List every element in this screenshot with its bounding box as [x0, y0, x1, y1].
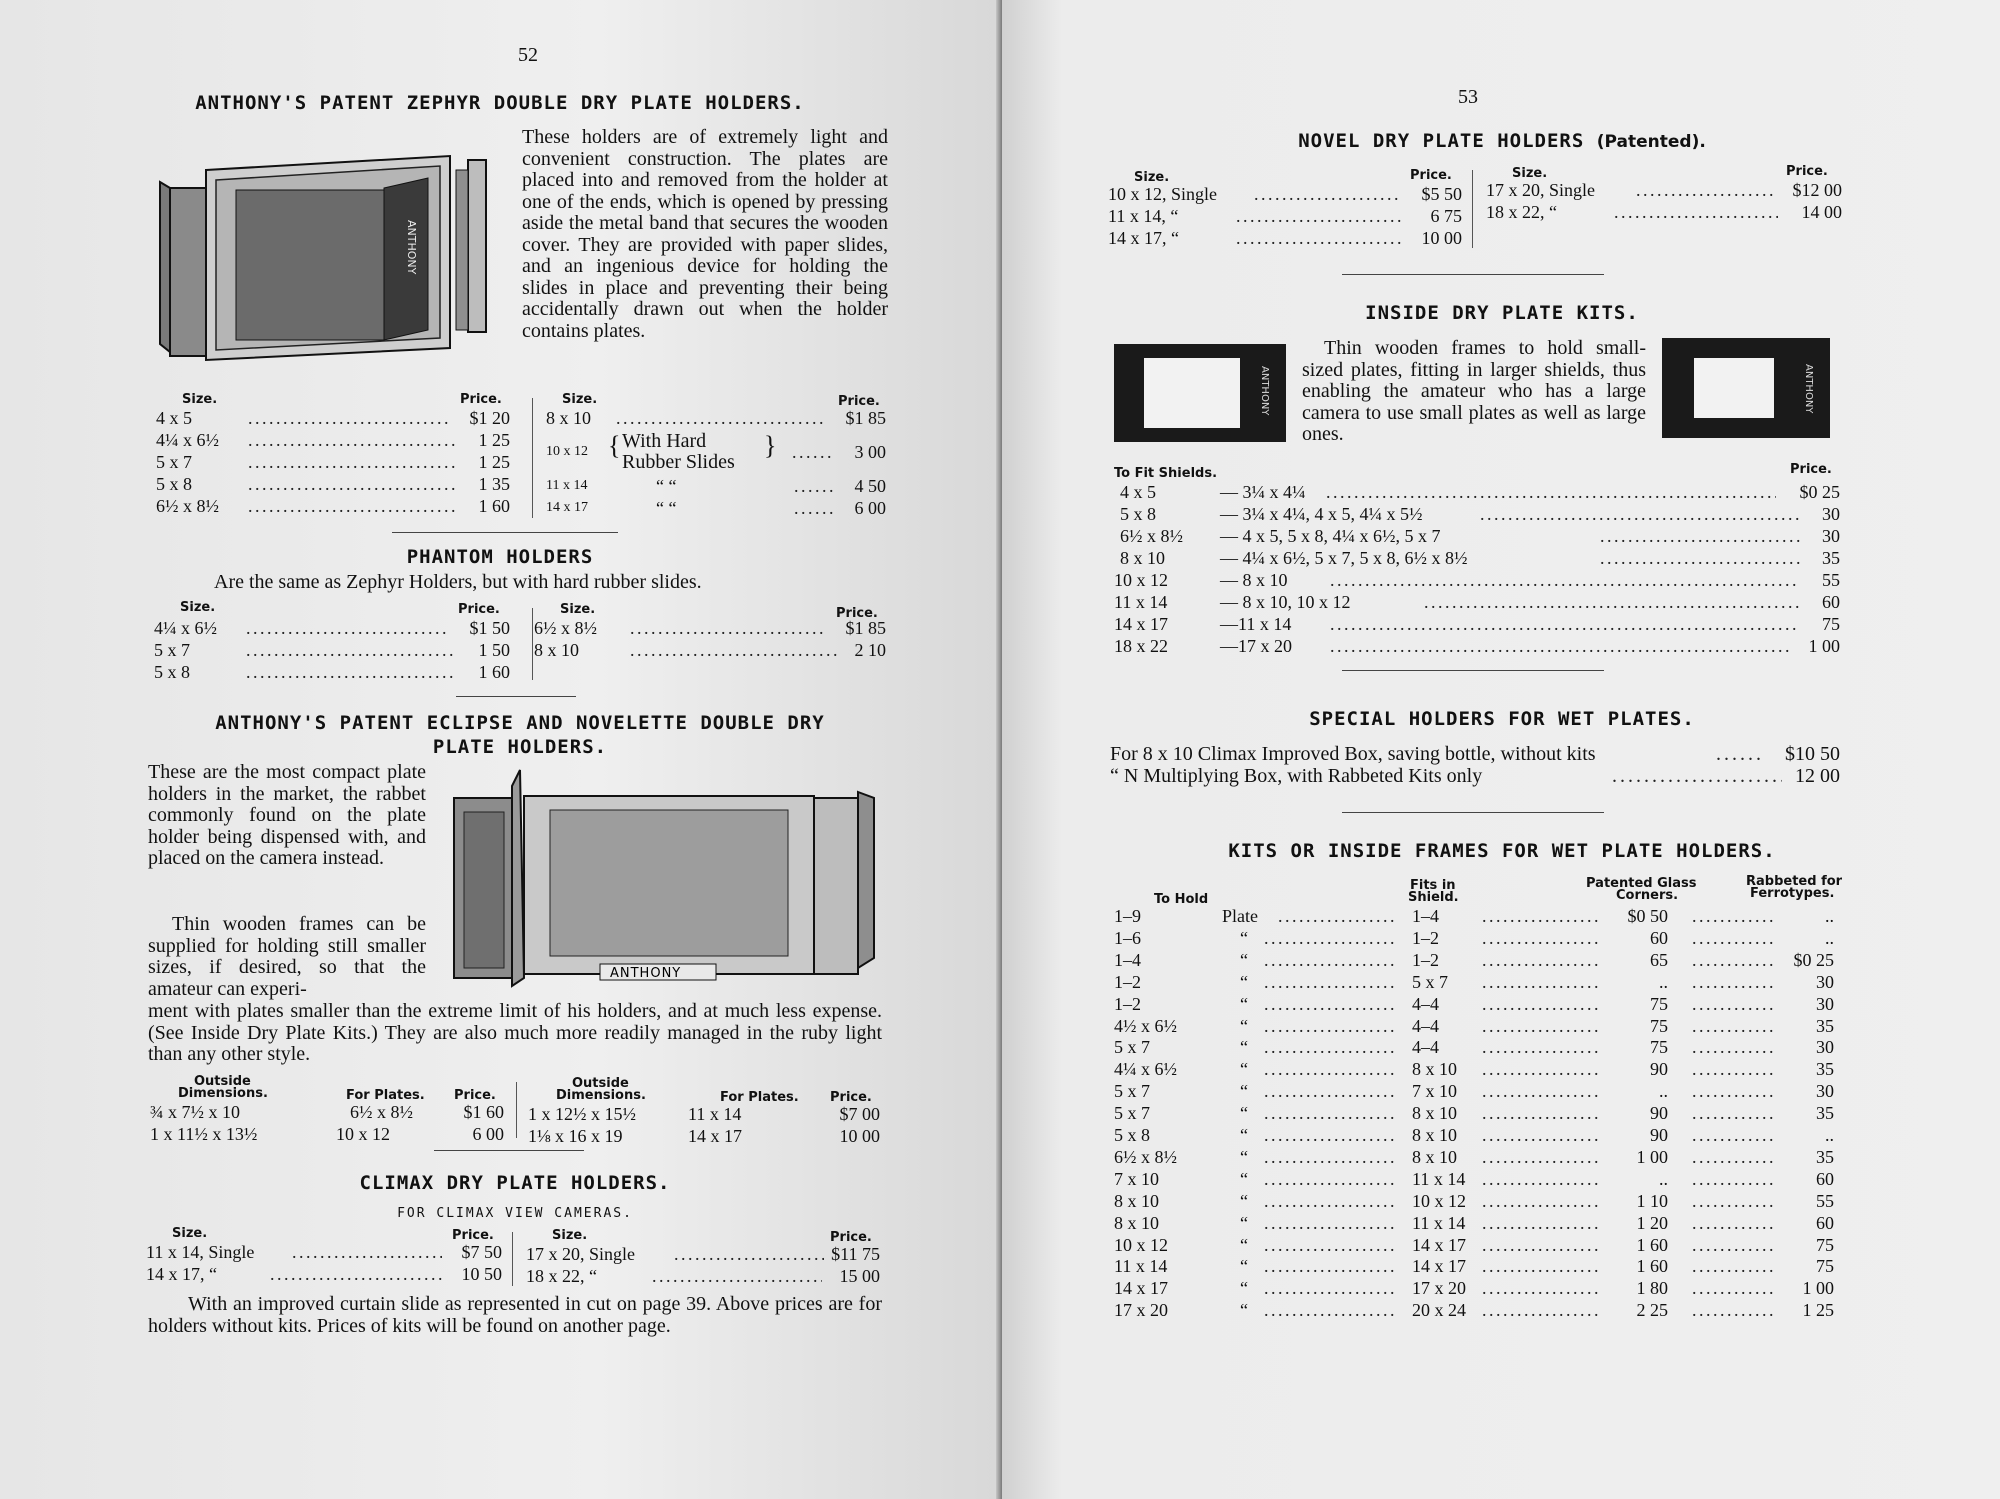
zephyr-description: These holders are of extremely light and convenient construction. The plates are placed into and removed from the holder at one of the ends, which is opened by pressing aside the metal band that secures the wooden cover. They are provided with paper slides, and an ingenious device for holding the slides in place and preventing their being accidentally drawn out when the holder contains plates.: [522, 126, 888, 342]
kit-rabbeted-price: 35: [1816, 1059, 1834, 1080]
eclipse-col-outside-2: Outside: [572, 1076, 629, 1091]
kit-hold: 14 x 17: [1114, 1278, 1168, 1299]
inside-kit-label-right: ANTHONY: [1803, 364, 1814, 414]
eclipse-row: 1⅛ x 16 x 19 14 x 17 10 00: [528, 1126, 880, 1146]
eclipse-anthony-label: ANTHONY: [610, 966, 682, 981]
kit-hold: 8 x 10: [1114, 1212, 1159, 1233]
kit-rabbeted-price: 55: [1816, 1190, 1834, 1211]
inside-kit-illustration-right: [1662, 338, 1830, 438]
kit-shield: 8 x 10: [1412, 1103, 1457, 1124]
kit-shield: 1–2: [1412, 927, 1439, 948]
zephyr-col-size: Size.: [182, 392, 218, 407]
special-title: SPECIAL HOLDERS FOR WET PLATES.: [1309, 708, 1695, 730]
phantom-title: PHANTOM HOLDERS: [406, 546, 594, 568]
kit-row: [1112, 928, 1842, 948]
kit-kind: “: [1240, 1103, 1248, 1124]
inside-kit-row: 11 x 14 — 8 x 10, 10 x 12 . . . 60: [1114, 592, 1840, 612]
novel-row: 11 x 14, “ . . . 6 75: [1108, 206, 1462, 226]
kit-glass-price: 1 00: [1636, 1146, 1668, 1167]
zephyr-row: 8 x 10 . . . $1 85: [546, 408, 886, 428]
kit-shield: 4–4: [1412, 993, 1439, 1014]
kit-shield: 14 x 17: [1412, 1256, 1466, 1277]
kit-shield: 4–4: [1412, 1037, 1439, 1058]
kit-rabbeted-price: 35: [1816, 1146, 1834, 1167]
kit-hold: 10 x 12: [1114, 1234, 1168, 1255]
kit-kind: “: [1240, 1190, 1248, 1211]
kit-kind: “: [1240, 993, 1248, 1014]
zephyr-row: 11 x 14 “ “ . . . 4 50: [546, 476, 886, 496]
zephyr-row: 14 x 17 “ “ . . . 6 00: [546, 498, 886, 518]
inside-kits-col-price: Price.: [1790, 462, 1832, 477]
kit-row: [1112, 1300, 1842, 1320]
kit-hold: 1–6: [1114, 927, 1141, 948]
phantom-row: 8 x 10 . . . 2 10: [534, 640, 886, 660]
kit-kind: “: [1240, 1146, 1248, 1167]
kit-row: [1112, 994, 1842, 1014]
inside-kit-row: 14 x 17 —11 x 14 . . . 75: [1114, 614, 1840, 634]
inside-kit-row: 10 x 12 — 8 x 10 . . . 55: [1114, 570, 1840, 590]
kit-glass-price: 90: [1650, 1125, 1668, 1145]
kit-glass-price: ..: [1659, 1081, 1668, 1102]
kit-row: [1112, 1169, 1842, 1189]
kit-glass-price: 1 10: [1636, 1190, 1668, 1211]
kit-rabbeted-price: 35: [1816, 1103, 1834, 1124]
kits-wet-title: KITS OR INSIDE FRAMES FOR WET PLATE HOLDERS.: [1228, 840, 1776, 862]
eclipse-para2a: Thin wooden frames can be supplied for holding still smaller sizes, if desired, so that the amateur can experi-: [148, 913, 426, 1000]
eclipse-title-line2: PLATE HOLDERS.: [432, 736, 608, 758]
kits-col-fits-1: Fits in: [1410, 878, 1456, 893]
kit-kind: “: [1240, 1212, 1248, 1233]
kit-glass-price: 2 25: [1636, 1300, 1668, 1321]
kit-glass-price: 90: [1650, 1059, 1668, 1080]
kit-rabbeted-price: 60: [1816, 1168, 1834, 1189]
eclipse-col-dimensions: Dimensions.: [178, 1086, 268, 1101]
inside-kit-illustration-left: [1114, 344, 1286, 442]
kit-rabbeted-price: 30: [1816, 1081, 1834, 1102]
kit-row: [1112, 1125, 1842, 1145]
eclipse-row: 1 x 11½ x 13½ 10 x 12 6 00: [150, 1124, 504, 1144]
kit-kind: “: [1240, 1015, 1248, 1036]
eclipse-para2b: ment with plates smaller than the extreme limit of his holders, and at much less expense. (See Inside Dry Plate Kits.) They are also much more readily managed in the ruby light than any other style.: [148, 1000, 882, 1065]
kit-glass-price: 75: [1650, 1037, 1668, 1058]
kit-shield: 5 x 7: [1412, 971, 1448, 992]
kit-kind: “: [1240, 927, 1248, 948]
kit-row: [1112, 1037, 1842, 1057]
novel-row: 18 x 22, “ . . . 14 00: [1486, 202, 1842, 222]
kit-hold: 11 x 14: [1114, 1256, 1168, 1277]
kit-glass-price: ..: [1659, 971, 1668, 992]
kit-shield: 14 x 17: [1412, 1234, 1466, 1255]
kit-shield: 1–4: [1412, 906, 1439, 926]
kit-glass-price: 90: [1650, 1103, 1668, 1124]
eclipse-title-line1: ANTHONY'S PATENT ECLIPSE AND NOVELETTE DOUBLE DRY: [215, 712, 825, 734]
inside-kits-col-fit: To Fit Shields.: [1114, 466, 1218, 481]
eclipse-row: ¾ x 7½ x 10 6½ x 8½ $1 60: [150, 1102, 504, 1122]
kit-glass-price: 75: [1650, 993, 1668, 1014]
zephyr-row: 5 x 7 . . . 1 25: [156, 452, 510, 472]
brace-text-2: Rubber Slides: [622, 451, 735, 473]
kit-glass-price: 75: [1650, 1015, 1668, 1036]
kit-rabbeted-price: 30: [1816, 1037, 1834, 1058]
kit-row: [1112, 1213, 1842, 1233]
kit-shield: 10 x 12: [1412, 1190, 1466, 1211]
kit-rabbeted-price: 35: [1816, 1015, 1834, 1036]
climax-footnote: With an improved curtain slide as represented in cut on page 39. Above prices are for holders without kits. Prices of kits will be found on another page.: [148, 1293, 882, 1337]
zephyr-col-price: Price.: [460, 392, 502, 407]
kit-hold: 5 x 7: [1114, 1103, 1150, 1124]
phantom-row: 5 x 8 . . . 1 60: [154, 662, 510, 682]
climax-title: CLIMAX DRY PLATE HOLDERS.: [359, 1172, 671, 1194]
phantom-col-size: Size.: [180, 600, 216, 615]
phantom-col-price: Price.: [458, 602, 500, 617]
phantom-col-price-2: Price.: [836, 606, 878, 621]
novel-col-size-2: Size.: [1512, 166, 1548, 181]
kit-shield: 20 x 24: [1412, 1300, 1466, 1321]
kit-row: [1112, 1081, 1842, 1101]
kit-rabbeted-price: ..: [1825, 1125, 1834, 1145]
kit-shield: 11 x 14: [1412, 1212, 1466, 1233]
zephyr-title: ANTHONY'S PATENT ZEPHYR DOUBLE DRY PLATE HOLDERS.: [195, 92, 805, 114]
inside-kit-row: 5 x 8 — 3¼ x 4¼, 4 x 5, 4¼ x 5½ . . . 30: [1120, 504, 1840, 524]
kit-glass-price: 60: [1650, 927, 1668, 948]
brace-text-1: With Hard: [622, 430, 707, 452]
kit-rabbeted-price: 75: [1816, 1256, 1834, 1277]
kit-row: [1112, 950, 1842, 970]
novel-row: 17 x 20, Single . . . $12 00: [1486, 180, 1842, 200]
kit-shield: 17 x 20: [1412, 1278, 1466, 1299]
kit-rabbeted-price: 30: [1816, 971, 1834, 992]
kit-shield: 8 x 10: [1412, 1125, 1457, 1145]
kit-shield: 11 x 14: [1412, 1168, 1466, 1189]
kit-hold: 8 x 10: [1114, 1190, 1159, 1211]
kit-hold: 4¼ x 6½: [1114, 1059, 1177, 1080]
kit-row: [1112, 906, 1842, 926]
kit-kind: “: [1240, 1256, 1248, 1277]
kit-glass-price: 1 60: [1636, 1234, 1668, 1255]
inside-kits-title: INSIDE DRY PLATE KITS.: [1365, 302, 1639, 324]
kit-glass-price: 1 80: [1636, 1278, 1668, 1299]
kit-row: [1112, 1059, 1842, 1079]
phantom-row: 5 x 7 . . . 1 50: [154, 640, 510, 660]
right-page: [1002, 0, 2000, 1499]
phantom-description: Are the same as Zephyr Holders, but with hard rubber slides.: [214, 571, 702, 593]
phantom-row: 6½ x 8½ . . . $1 85: [534, 618, 886, 638]
zephyr-col-price-2: Price.: [838, 394, 880, 409]
climax-col-price-2: Price.: [830, 1230, 872, 1245]
zephyr-holder-illustration: [150, 152, 500, 362]
novel-col-price: Price.: [1410, 168, 1452, 183]
kit-rabbeted-price: $0 25: [1793, 949, 1834, 970]
kits-col-fits-2: Shield.: [1408, 890, 1459, 905]
kit-hold: 5 x 7: [1114, 1037, 1150, 1058]
page-number: 53: [1458, 86, 1478, 108]
kit-glass-price: 1 60: [1636, 1256, 1668, 1277]
kit-row: [1112, 1016, 1842, 1036]
kit-hold: 1–4: [1114, 949, 1141, 970]
eclipse-col-price: Price.: [454, 1088, 496, 1103]
climax-row: 11 x 14, Single . . . $7 50: [146, 1242, 502, 1262]
climax-col-size: Size.: [172, 1226, 208, 1241]
kit-kind: “: [1240, 1125, 1248, 1145]
kit-rabbeted-price: ..: [1825, 927, 1834, 948]
zephyr-row: 4 x 5 . . . $1 20: [156, 408, 510, 428]
kit-kind: “: [1240, 1081, 1248, 1102]
special-row: “ N Multiplying Box, with Rabbeted Kits only . . . 12 00: [1110, 766, 1840, 786]
eclipse-row: 1 x 12½ x 15½ 11 x 14 $7 00: [528, 1104, 880, 1124]
special-row: For 8 x 10 Climax Improved Box, saving bottle, without kits . . . $10 50: [1110, 744, 1840, 764]
kit-kind: “: [1240, 1234, 1248, 1255]
climax-col-size-2: Size.: [552, 1228, 588, 1243]
kit-kind: “: [1240, 1300, 1248, 1321]
kit-glass-price: $0 50: [1627, 906, 1668, 926]
inside-kit-row: 4 x 5 — 3¼ x 4¼ . . . $0 25: [1120, 482, 1840, 502]
kit-row: [1112, 972, 1842, 992]
kit-rabbeted-price: 75: [1816, 1234, 1834, 1255]
phantom-col-size-2: Size.: [560, 602, 596, 617]
kit-rabbeted-price: 30: [1816, 993, 1834, 1014]
inside-kit-row: 6½ x 8½ — 4 x 5, 5 x 8, 4¼ x 6½, 5 x 7 . . . 30: [1120, 526, 1840, 546]
kits-col-rabbeted-2: Ferrotypes.: [1750, 886, 1835, 901]
climax-col-price: Price.: [452, 1228, 494, 1243]
eclipse-col-price-2: Price.: [830, 1090, 872, 1105]
kit-rabbeted-price: 1 25: [1802, 1300, 1834, 1321]
zephyr-col-size-2: Size.: [562, 392, 598, 407]
kit-hold: 6½ x 8½: [1114, 1146, 1177, 1167]
kit-hold: 17 x 20: [1114, 1300, 1168, 1321]
zephyr-row: 10 x 12 { With Hard Rubber Slides } . . . 3 00: [546, 442, 886, 462]
zephyr-row: 6½ x 8½ . . . 1 60: [156, 496, 510, 516]
kit-kind: “: [1240, 1037, 1248, 1058]
eclipse-col-dimensions-2: Dimensions.: [556, 1088, 646, 1103]
eclipse-holder-illustration: [450, 768, 880, 990]
inside-kit-row: 18 x 22 —17 x 20 . . . 1 00: [1114, 636, 1840, 656]
zephyr-row: 4¼ x 6½ . . . 1 25: [156, 430, 510, 450]
kit-hold: 4½ x 6½: [1114, 1015, 1177, 1036]
kit-row: [1112, 1256, 1842, 1276]
novel-title: NOVEL DRY PLATE HOLDERS (Patented).: [1298, 130, 1706, 152]
kits-col-glass-1: Patented Glass: [1586, 876, 1697, 891]
kit-kind: “: [1240, 1168, 1248, 1189]
inside-kit-label-left: ANTHONY: [1259, 366, 1270, 416]
climax-row: 17 x 20, Single . . . $11 75: [526, 1244, 880, 1264]
novel-row: 14 x 17, “ . . . 10 00: [1108, 228, 1462, 248]
kit-kind: Plate: [1222, 906, 1258, 926]
kit-glass-price: 65: [1650, 949, 1668, 970]
eclipse-para1: These are the most compact plate holders in the market, the rabbet commonly found on the plate holder being dispensed with, and placed on the camera instead.: [148, 761, 426, 869]
kit-shield: 1–2: [1412, 949, 1439, 970]
kit-glass-price: 1 20: [1636, 1212, 1668, 1233]
novel-col-price-2: Price.: [1786, 164, 1828, 179]
kit-rabbeted-price: 1 00: [1802, 1278, 1834, 1299]
novel-row: 10 x 12, Single . . . $5 50: [1108, 184, 1462, 204]
kit-row: [1112, 1191, 1842, 1211]
kit-shield: 8 x 10: [1412, 1059, 1457, 1080]
eclipse-col-outside: Outside: [194, 1074, 251, 1089]
kit-hold: 1–9: [1114, 906, 1141, 926]
kit-row: [1112, 1103, 1842, 1123]
climax-subtitle: FOR CLIMAX VIEW CAMERAS.: [397, 1206, 633, 1221]
kit-hold: 5 x 7: [1114, 1081, 1150, 1102]
kit-kind: “: [1240, 1059, 1248, 1080]
climax-row: 14 x 17, “ . . . 10 50: [146, 1264, 502, 1284]
inside-kits-description: Thin wooden frames to hold small-sized plates, fitting in larger shields, thus enabling the amateur who has a large camera to use small plates as well as large ones.: [1302, 337, 1646, 445]
kit-rabbeted-price: ..: [1825, 906, 1834, 926]
kit-shield: 7 x 10: [1412, 1081, 1457, 1102]
climax-row: 18 x 22, “ . . . 15 00: [526, 1266, 880, 1286]
kit-kind: “: [1240, 971, 1248, 992]
kit-row: [1112, 1235, 1842, 1255]
kit-hold: 1–2: [1114, 993, 1141, 1014]
eclipse-col-for-plates-2: For Plates.: [720, 1090, 799, 1105]
kit-shield: 8 x 10: [1412, 1146, 1457, 1167]
kit-hold: 1–2: [1114, 971, 1141, 992]
kit-shield: 4–4: [1412, 1015, 1439, 1036]
kit-row: [1112, 1278, 1842, 1298]
novel-col-size: Size.: [1134, 170, 1170, 185]
zephyr-row: 5 x 8 . . . 1 35: [156, 474, 510, 494]
kit-hold: 5 x 8: [1114, 1125, 1150, 1145]
kit-hold: 7 x 10: [1114, 1168, 1159, 1189]
kit-rabbeted-price: 60: [1816, 1212, 1834, 1233]
kit-row: [1112, 1147, 1842, 1167]
eclipse-col-for-plates: For Plates.: [346, 1088, 425, 1103]
kits-col-rabbeted-1: Rabbeted for: [1746, 874, 1843, 889]
kits-col-glass-2: Corners.: [1616, 888, 1679, 903]
kit-glass-price: ..: [1659, 1168, 1668, 1189]
page-number: 52: [518, 44, 538, 66]
kit-kind: “: [1240, 1278, 1248, 1299]
kit-kind: “: [1240, 949, 1248, 970]
kits-col-to-hold: To Hold: [1154, 892, 1209, 907]
phantom-row: 4¼ x 6½ . . . $1 50: [154, 618, 510, 638]
inside-kit-row: 8 x 10 — 4¼ x 6½, 5 x 7, 5 x 8, 6½ x 8½ . . . 35: [1120, 548, 1840, 568]
zephyr-anthony-label: ANTHONY: [405, 220, 418, 275]
